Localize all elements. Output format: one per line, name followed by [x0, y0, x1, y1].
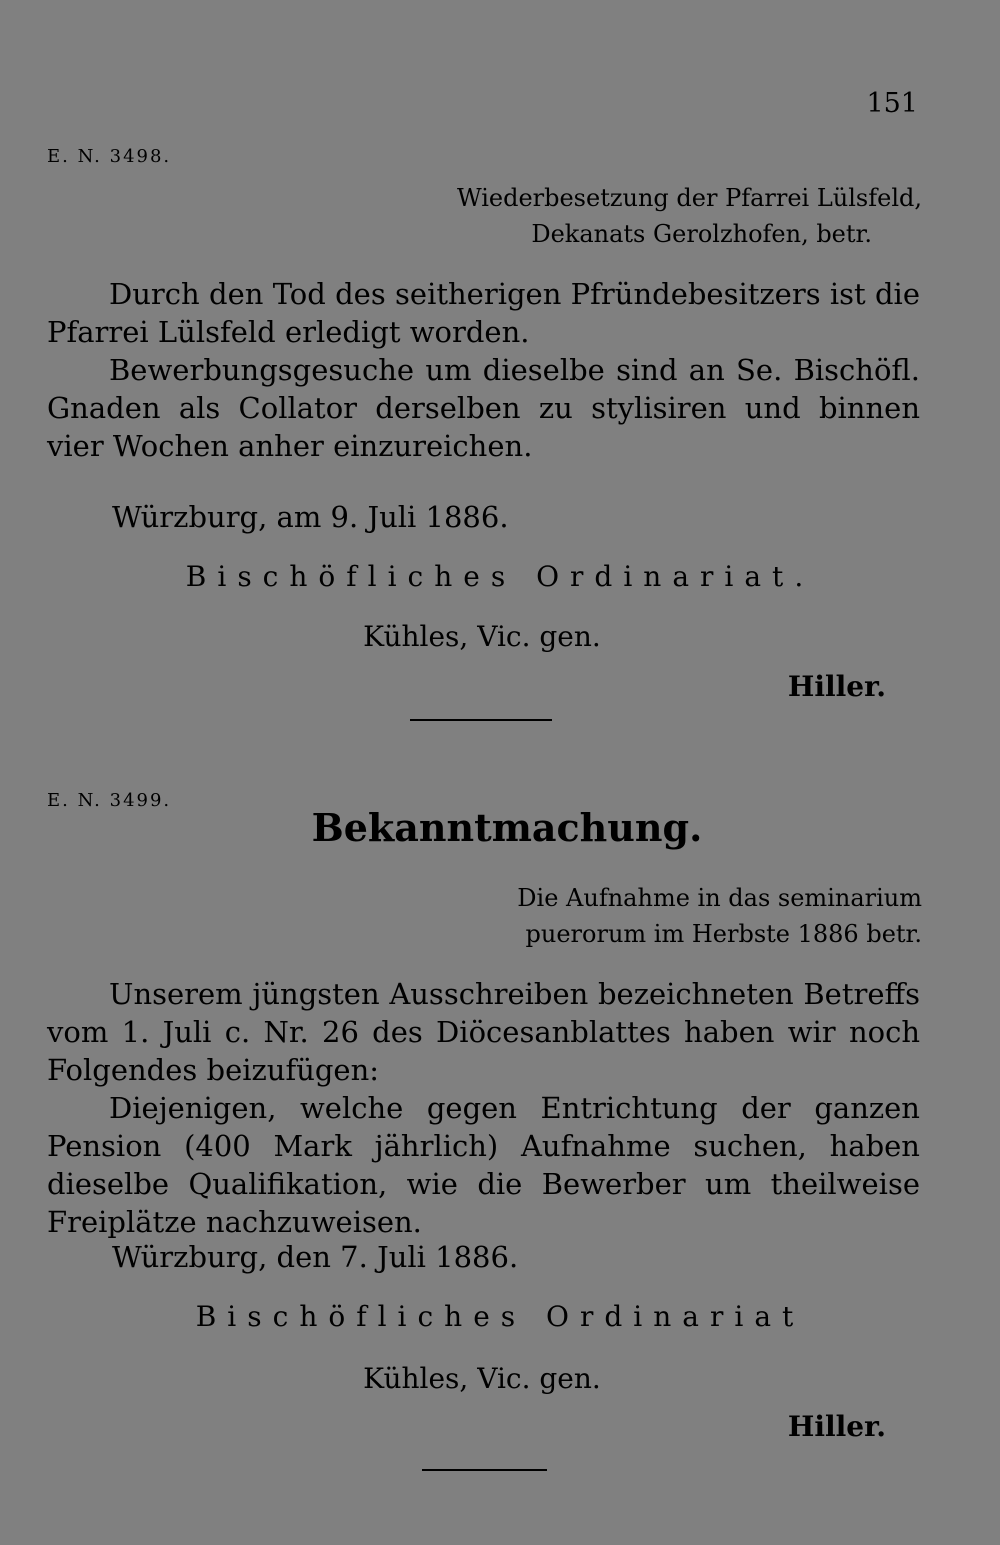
subject-line-2: puerorum im Herbste 1886 betr.	[525, 920, 922, 948]
body-text	[47, 975, 920, 1241]
vicar-general: Kühles, Vic. gen.	[363, 1362, 601, 1395]
page-number: 151	[866, 88, 918, 119]
reference-number: E. N. 3499.	[47, 790, 172, 811]
paragraph: Durch den Tod des seitherigen Pfründebesitzers ist die Pfarrei Lülsfeld erledigt worden.	[47, 277, 920, 349]
section-heading: Bekanntmachung.	[311, 805, 703, 850]
paragraph: Unserem jüngsten Ausschreiben bezeichneten Betreffs vom 1. Juli c. Nr. 26 des Diöcesanblattes haben wir noch Folgendes beizufügen:	[47, 977, 920, 1087]
divider	[422, 1469, 547, 1471]
dateline: Würzburg, den 7. Juli 1886.	[112, 1240, 519, 1274]
paragraph: Diejenigen, welche gegen Entrichtung der ganzen Pension (400 Mark jährlich) Aufnahme suchen, haben dieselbe Qualifikation, wie die Bewerber um theilweise Freiplätze nachzuweisen.	[47, 1091, 920, 1239]
subject-line-1: Wiederbesetzung der Pfarrei Lülsfeld,	[456, 184, 922, 212]
signature: Hiller.	[787, 670, 886, 703]
body-text	[47, 275, 920, 465]
vicar-general: Kühles, Vic. gen.	[363, 620, 601, 653]
issuing-authority: Bischöfliches Ordinariat	[195, 1300, 805, 1333]
dateline: Würzburg, am 9. Juli 1886.	[112, 500, 509, 534]
issuing-authority: Bischöfliches Ordinariat.	[185, 560, 815, 593]
paragraph: Bewerbungsgesuche um dieselbe sind an Se. Bischöfl. Gnaden als Collator derselben zu stylisiren und binnen vier Wochen anher einzureichen.	[47, 353, 920, 463]
divider	[410, 719, 552, 721]
subject-line	[457, 180, 922, 252]
subject-line-1: Die Aufnahme in das seminarium	[517, 884, 922, 912]
subject-line	[517, 880, 922, 952]
subject-line-2: Dekanats Gerolzhofen, betr.	[531, 220, 872, 248]
signature: Hiller.	[787, 1410, 886, 1443]
reference-number: E. N. 3498.	[47, 146, 172, 167]
